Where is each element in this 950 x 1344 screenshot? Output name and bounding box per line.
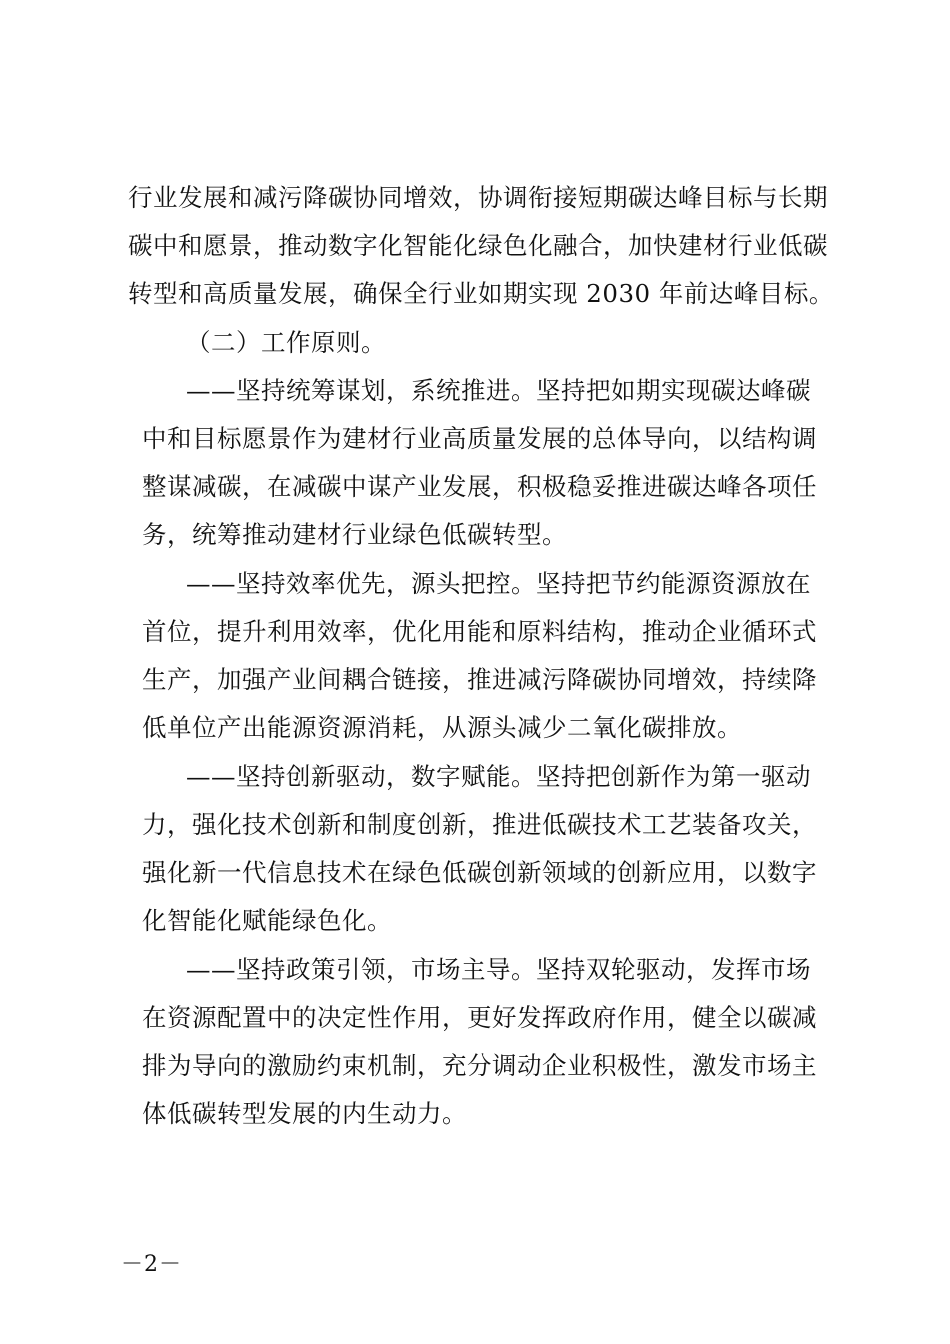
text-line: 低单位产出能源资源消耗，从源头减少二氧化碳排放。 (142, 713, 742, 742)
text-line: ——坚持统筹谋划，系统推进。坚持把如期实现碳达峰碳 (186, 376, 811, 405)
text-line: 生产，加强产业间耦合链接，推进减污降碳协同增效，持续降 (142, 665, 817, 694)
text-line: 在资源配置中的决定性作用，更好发挥政府作用，健全以碳减 (142, 1003, 817, 1032)
text-line: 排为导向的激励约束机制，充分调动企业积极性，激发市场主 (142, 1051, 817, 1080)
section-heading: （二）工作原则。 (186, 328, 386, 357)
text-line: ——坚持效率优先，源头把控。坚持把节约能源资源放在 (186, 569, 811, 598)
text-line: 强化新一代信息技术在绿色低碳创新领域的创新应用，以数字 (142, 858, 817, 887)
text-line: 中和目标愿景作为建材行业高质量发展的总体导向，以结构调 (142, 424, 817, 453)
text-line: ——坚持政策引领，市场主导。坚持双轮驱动，发挥市场 (186, 955, 811, 984)
text-line: 行业发展和减污降碳协同增效，协调衔接短期碳达峰目标与长期 (128, 183, 828, 212)
text-line: 首位，提升利用效率，优化用能和原料结构，推动企业循环式 (142, 617, 817, 646)
text-line: 转型和高质量发展，确保全行业如期实现 2030 年前达峰目标。 (128, 279, 834, 308)
text-line: 整谋减碳，在减碳中谋产业发展，积极稳妥推进碳达峰各项任 (142, 472, 817, 501)
text-line: 化智能化赋能绿色化。 (142, 906, 392, 935)
text-line: 务，统筹推动建材行业绿色低碳转型。 (142, 520, 567, 549)
text-line: 力，强化技术创新和制度创新，推进低碳技术工艺装备攻关， (142, 810, 817, 839)
text-line: 体低碳转型发展的内生动力。 (142, 1099, 467, 1128)
text-line: 碳中和愿景，推动数字化智能化绿色化融合，加快建材行业低碳 (128, 231, 828, 260)
text-line: ——坚持创新驱动，数字赋能。坚持把创新作为第一驱动 (186, 762, 811, 791)
page-number: －2－ (121, 1252, 182, 1277)
